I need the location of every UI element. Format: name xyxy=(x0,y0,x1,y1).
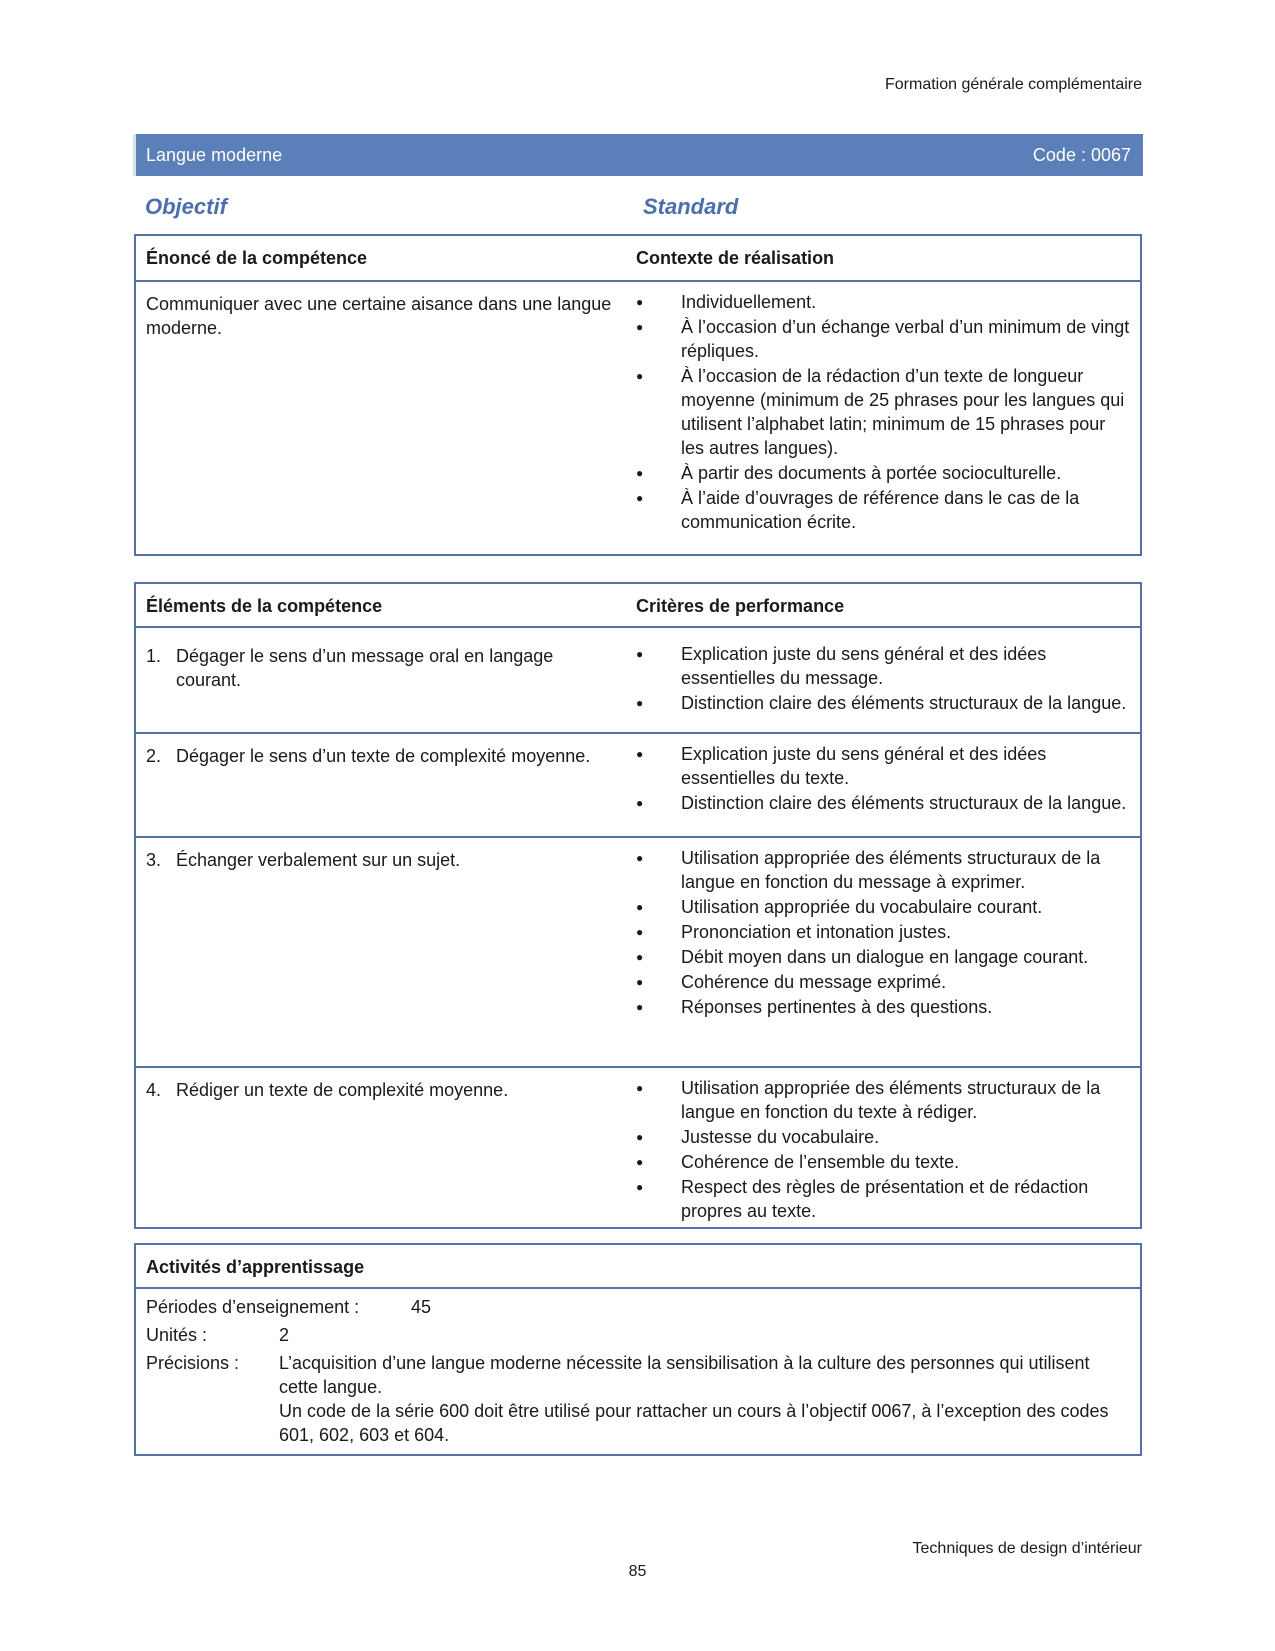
list-item: ● Respect des règles de présentation et de rédaction propres au texte. xyxy=(636,1175,1131,1223)
running-header: Formation générale complémentaire xyxy=(884,76,1142,93)
footer-program: Techniques de design d’intérieur xyxy=(912,1540,1142,1557)
list-item: ● Utilisation appropriée des éléments structuraux de la langue en fonction du texte à rédiger. xyxy=(636,1076,1131,1124)
periodes-value: 45 xyxy=(411,1297,432,1317)
activites-header: Activités d’apprentissage xyxy=(146,1257,365,1277)
list-item: ● À l’occasion d’un échange verbal d’un minimum de vingt répliques. xyxy=(636,315,1131,363)
list-item: ● Réponses pertinentes à des questions. xyxy=(636,995,1131,1019)
list-item: ● Individuellement. xyxy=(636,290,1131,314)
contexte-header: Contexte de réalisation xyxy=(636,248,835,268)
enonce-text: Communiquer avec une certaine aisance dans une langue moderne. xyxy=(146,294,612,338)
unites-row xyxy=(146,1323,1126,1347)
periodes-row xyxy=(146,1295,1126,1319)
precisions-row xyxy=(146,1351,1126,1451)
element-text: Rédiger un texte de complexité moyenne. xyxy=(176,1080,509,1100)
list-item: ● Cohérence du message exprimé. xyxy=(636,970,1131,994)
table-row xyxy=(136,628,1140,734)
element-number: 2. xyxy=(146,746,162,766)
table-row xyxy=(136,734,1140,838)
list-item: ● Justesse du vocabulaire. xyxy=(636,1125,1131,1149)
list-item: ● Explication juste du sens général et des idées essentielles du texte. xyxy=(636,742,1131,790)
competence-table-header xyxy=(136,236,1140,282)
competence-table xyxy=(134,234,1142,556)
element-1 xyxy=(146,644,616,692)
objectif-label: Objectif xyxy=(145,194,227,219)
list-item: ● À l’aide d’ouvrages de référence dans le cas de la communication écrite. xyxy=(636,486,1131,534)
element-text: Dégager le sens d’un texte de complexité moyenne. xyxy=(176,746,591,766)
element-4 xyxy=(146,1078,616,1102)
element-number: 3. xyxy=(146,850,162,870)
criteres-list xyxy=(636,846,1131,1019)
element-number: 1. xyxy=(146,646,162,666)
element-2 xyxy=(146,744,616,768)
list-item: ● À partir des documents à portée socioculturelle. xyxy=(636,461,1131,485)
standard-label: Standard xyxy=(643,194,739,219)
performance-table xyxy=(134,582,1142,1229)
performance-table-header xyxy=(136,584,1140,628)
course-code: Code : 0067 xyxy=(1032,144,1131,165)
table-row xyxy=(136,1068,1140,1223)
list-item: ● Débit moyen dans un dialogue en langage courant. xyxy=(636,945,1131,969)
element-number: 4. xyxy=(146,1080,162,1100)
criteres-4 xyxy=(636,1076,1131,1224)
criteres-list xyxy=(636,642,1131,715)
criteres-3 xyxy=(636,846,1131,1020)
criteres-list xyxy=(636,1076,1131,1223)
criteres-list xyxy=(636,742,1131,815)
enonce-header: Énoncé de la compétence xyxy=(146,248,368,268)
list-item: ● À l’occasion de la rédaction d’un texte de longueur moyenne (minimum de 25 phrases pour les langues qui utilisent l’alphabet latin; minimum de 15 phrases pour les autres langues). xyxy=(636,364,1131,460)
list-item: ● Prononciation et intonation justes. xyxy=(636,920,1131,944)
activites-table-header xyxy=(136,1245,1140,1289)
precision-paragraph: L’acquisition d’une langue moderne nécessite la sensibilisation à la culture des personnes qui utilisent cette langue. xyxy=(279,1353,1090,1397)
criteres-2 xyxy=(636,742,1131,816)
objective-standard-labels xyxy=(145,194,765,222)
precisions-text xyxy=(279,1351,1119,1447)
activites-table xyxy=(134,1243,1142,1456)
list-item: ● Distinction claire des éléments structuraux de la langue. xyxy=(636,691,1131,715)
criteres-header: Critères de performance xyxy=(636,596,845,616)
unites-label: Unités : xyxy=(146,1325,208,1345)
precisions-label: Précisions : xyxy=(146,1353,240,1373)
elements-header: Éléments de la compétence xyxy=(146,596,383,616)
criteres-1 xyxy=(636,642,1131,716)
page-number: 85 xyxy=(628,1563,647,1580)
precision-paragraph: Un code de la série 600 doit être utilisé pour rattacher un cours à l’objectif 0067, à l’exception des codes 601, 602, 603 et 604. xyxy=(279,1401,1109,1445)
element-3 xyxy=(146,848,616,872)
list-item: ● Cohérence de l’ensemble du texte. xyxy=(636,1150,1131,1174)
list-item: ● Explication juste du sens général et des idées essentielles du message. xyxy=(636,642,1131,690)
element-text: Dégager le sens d’un message oral en langage courant. xyxy=(176,646,554,690)
list-item: ● Utilisation appropriée des éléments structuraux de la langue en fonction du message à exprimer. xyxy=(636,846,1131,894)
unites-value: 2 xyxy=(279,1325,290,1345)
list-item: ● Utilisation appropriée du vocabulaire courant. xyxy=(636,895,1131,919)
course-name: Langue moderne xyxy=(146,144,283,165)
contexte-list xyxy=(636,290,1131,534)
periodes-label: Périodes d’enseignement : xyxy=(146,1297,360,1317)
contexte-list-container xyxy=(636,290,1131,535)
table-row xyxy=(136,838,1140,1068)
list-item: ● Distinction claire des éléments structuraux de la langue. xyxy=(636,791,1131,815)
course-banner xyxy=(133,134,1143,176)
element-text: Échanger verbalement sur un sujet. xyxy=(176,850,461,870)
